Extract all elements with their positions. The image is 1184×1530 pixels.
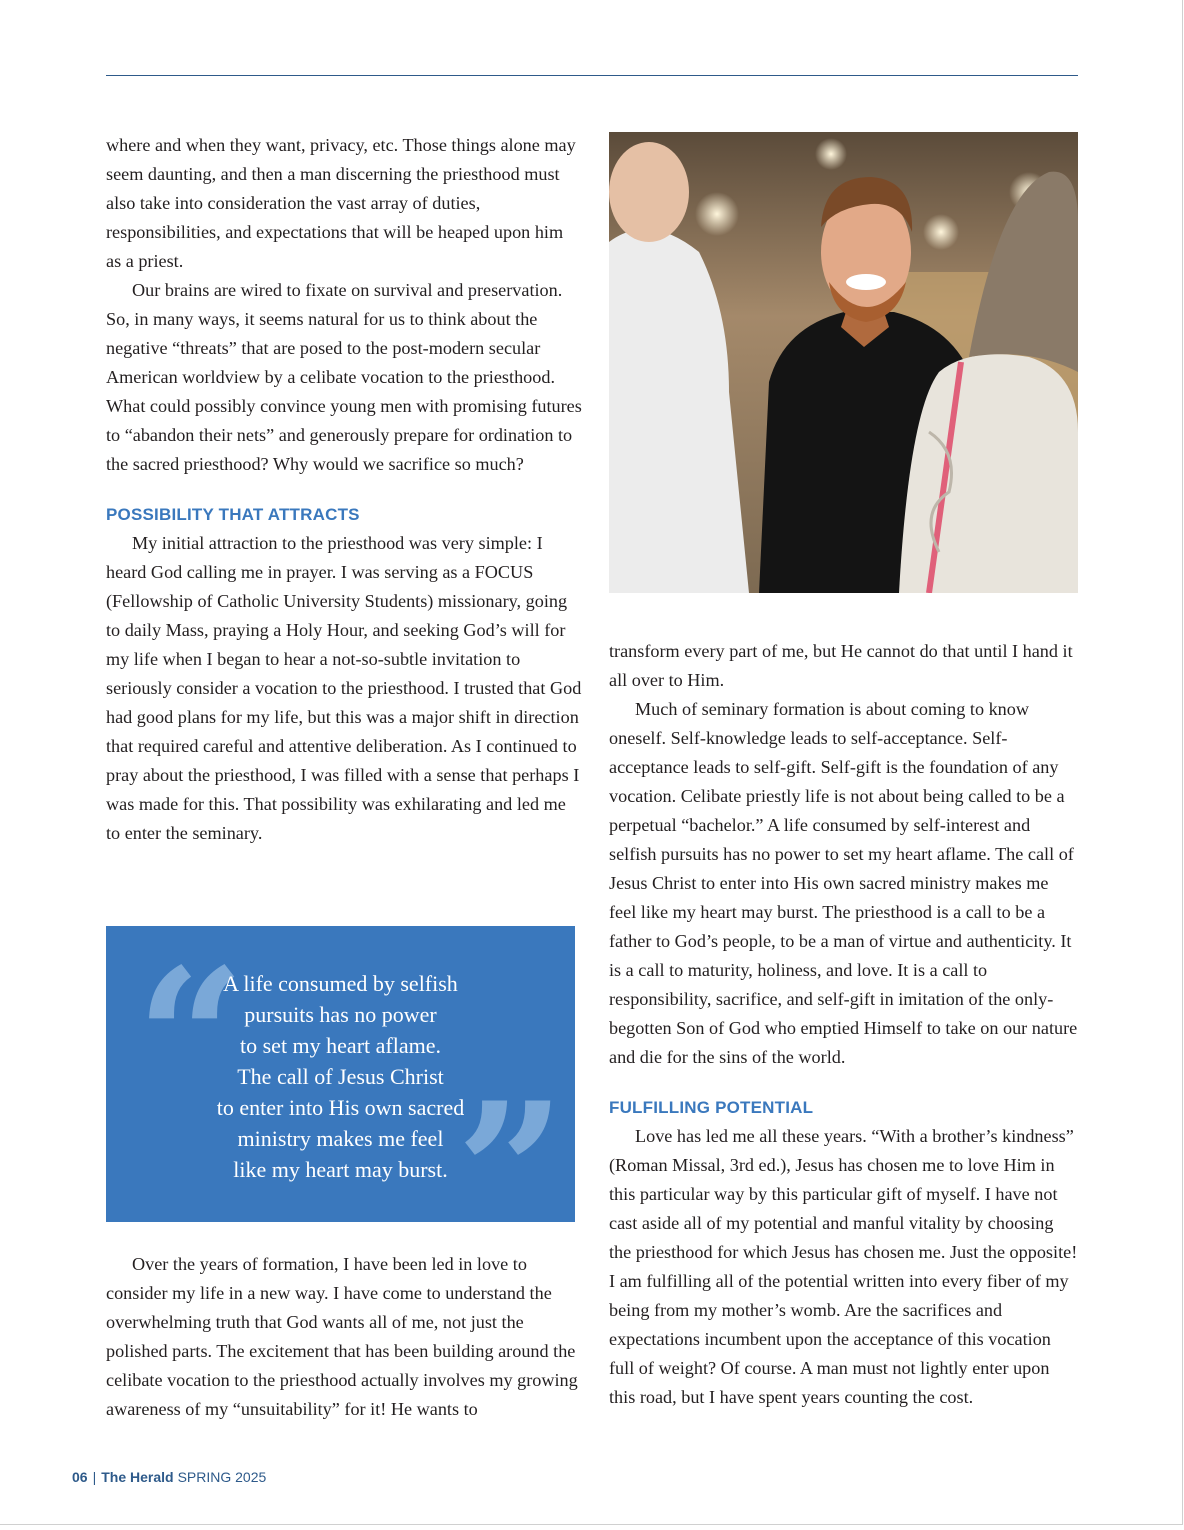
section-heading: FULFILLING POTENTIAL (609, 1098, 814, 1117)
paragraph: transform every part of me, but He cannot do that until I hand it all over to Him. (609, 641, 1073, 690)
paragraph: Over the years of formation, I have been led in love to consider my life in a new way. I have come to understand the overwhelming truth that God wants all of me, not just the polished parts. The excitement that has been building around the celibate vocation to the priesthood actually involves my growing awareness of my “unsuitability” for it! He wants to (106, 1254, 578, 1419)
pull-quote-line: ministry makes me feel (237, 1126, 444, 1151)
publication-name: The Herald (101, 1469, 174, 1485)
left-column-top (106, 131, 582, 848)
pull-quote-line: pursuits has no power (244, 1002, 437, 1027)
pull-quote-line: A life consumed by selfish (223, 971, 458, 996)
section-heading: POSSIBILITY THAT ATTRACTS (106, 505, 360, 524)
pull-quote-text (106, 968, 575, 1185)
issue-label: SPRING 2025 (177, 1469, 267, 1485)
page-number: 06 (72, 1469, 88, 1485)
pull-quote (106, 926, 575, 1284)
pull-quote-line: like my heart may burst. (233, 1157, 448, 1182)
photo-illustration (609, 132, 1078, 593)
right-column-bottom (609, 637, 1079, 1412)
close-quote-icon: ” (456, 1061, 566, 1284)
paragraph: Love has led me all these years. “With a brother’s kindness” (Roman Missal, 3rd ed.), Jesus has chosen me to love Him in this particular way by this particular gift of myself. I have not cast aside all of my potential and manful vitality by choosing the priesthood for which Jesus has chosen me. Just the opposite! I am fulfilling all of the potential written into every fiber of my being from my mother’s womb. Are the sacrifices and expectations incumbent upon the acceptance of this vocation full of weight? Of course. A man must not lightly enter upon this road, but I have spent years counting the cost. (609, 1126, 1078, 1407)
top-rule (106, 75, 1078, 76)
paragraph: Our brains are wired to fixate on survival and preservation. So, in many ways, it seems natural for us to think about the negative “threats” that are posed to the post-modern secular American worldview by a celibate vocation to the priesthood. What could possibly convince young men with promising futures to “abandon their nets” and generously prepare for ordination to the sacred priesthood? Why would we sacrifice so much? (106, 280, 582, 474)
footer-separator: | (92, 1469, 97, 1485)
priest-photo (609, 132, 1078, 593)
open-quote-icon: “ (136, 927, 246, 1150)
paragraph: Much of seminary formation is about coming to know oneself. Self-knowledge leads to self-acceptance. Self-acceptance leads to self-gift. Self-gift is the foundation of any vocation. Celibate priestly life is not about being called to be a perpetual “bachelor.” A life consumed by self-interest and selfish pursuits has no power to set my heart aflame. The call of Jesus Christ to enter into His own sacred ministry makes me feel like my heart may burst. The priesthood is a call to be a father to God’s people, to be a man of virtue and authenticity. It is a call to maturity, holiness, and love. It is a call to responsibility, sacrifice, and self-gift in imitation of the only-begotten Son of God who emptied Himself to take on our nature and die for the sins of the world. (609, 699, 1078, 1067)
pull-quote-line: The call of Jesus Christ (237, 1064, 444, 1089)
left-column-bottom (106, 1250, 582, 1424)
pull-quote-line: to set my heart aflame. (240, 1033, 441, 1058)
paragraph: where and when they want, privacy, etc. Those things alone may seem daunting, and then a man discerning the priesthood must also take into consideration the vast array of duties, responsibilities, and expectations that will be heaped upon him as a priest. (106, 135, 576, 271)
paragraph: My initial attraction to the priesthood was very simple: I heard God calling me in prayer. I was serving as a FOCUS (Fellowship of Catholic University Students) missionary, going to daily Mass, praying a Holy Hour, and seeking God’s will for my life when I began to hear a not-so-subtle invitation to seriously consider a vocation to the priesthood. I trusted that God had good plans for my life, but this was a major shift in direction that required careful and attentive deliberation. As I continued to pray about the priesthood, I was filled with a sense that perhaps I was made for this. That possibility was exhilarating and led me to enter the seminary. (106, 533, 582, 843)
page-footer (72, 1469, 266, 1489)
pull-quote-line: to enter into His own sacred (216, 1095, 465, 1120)
